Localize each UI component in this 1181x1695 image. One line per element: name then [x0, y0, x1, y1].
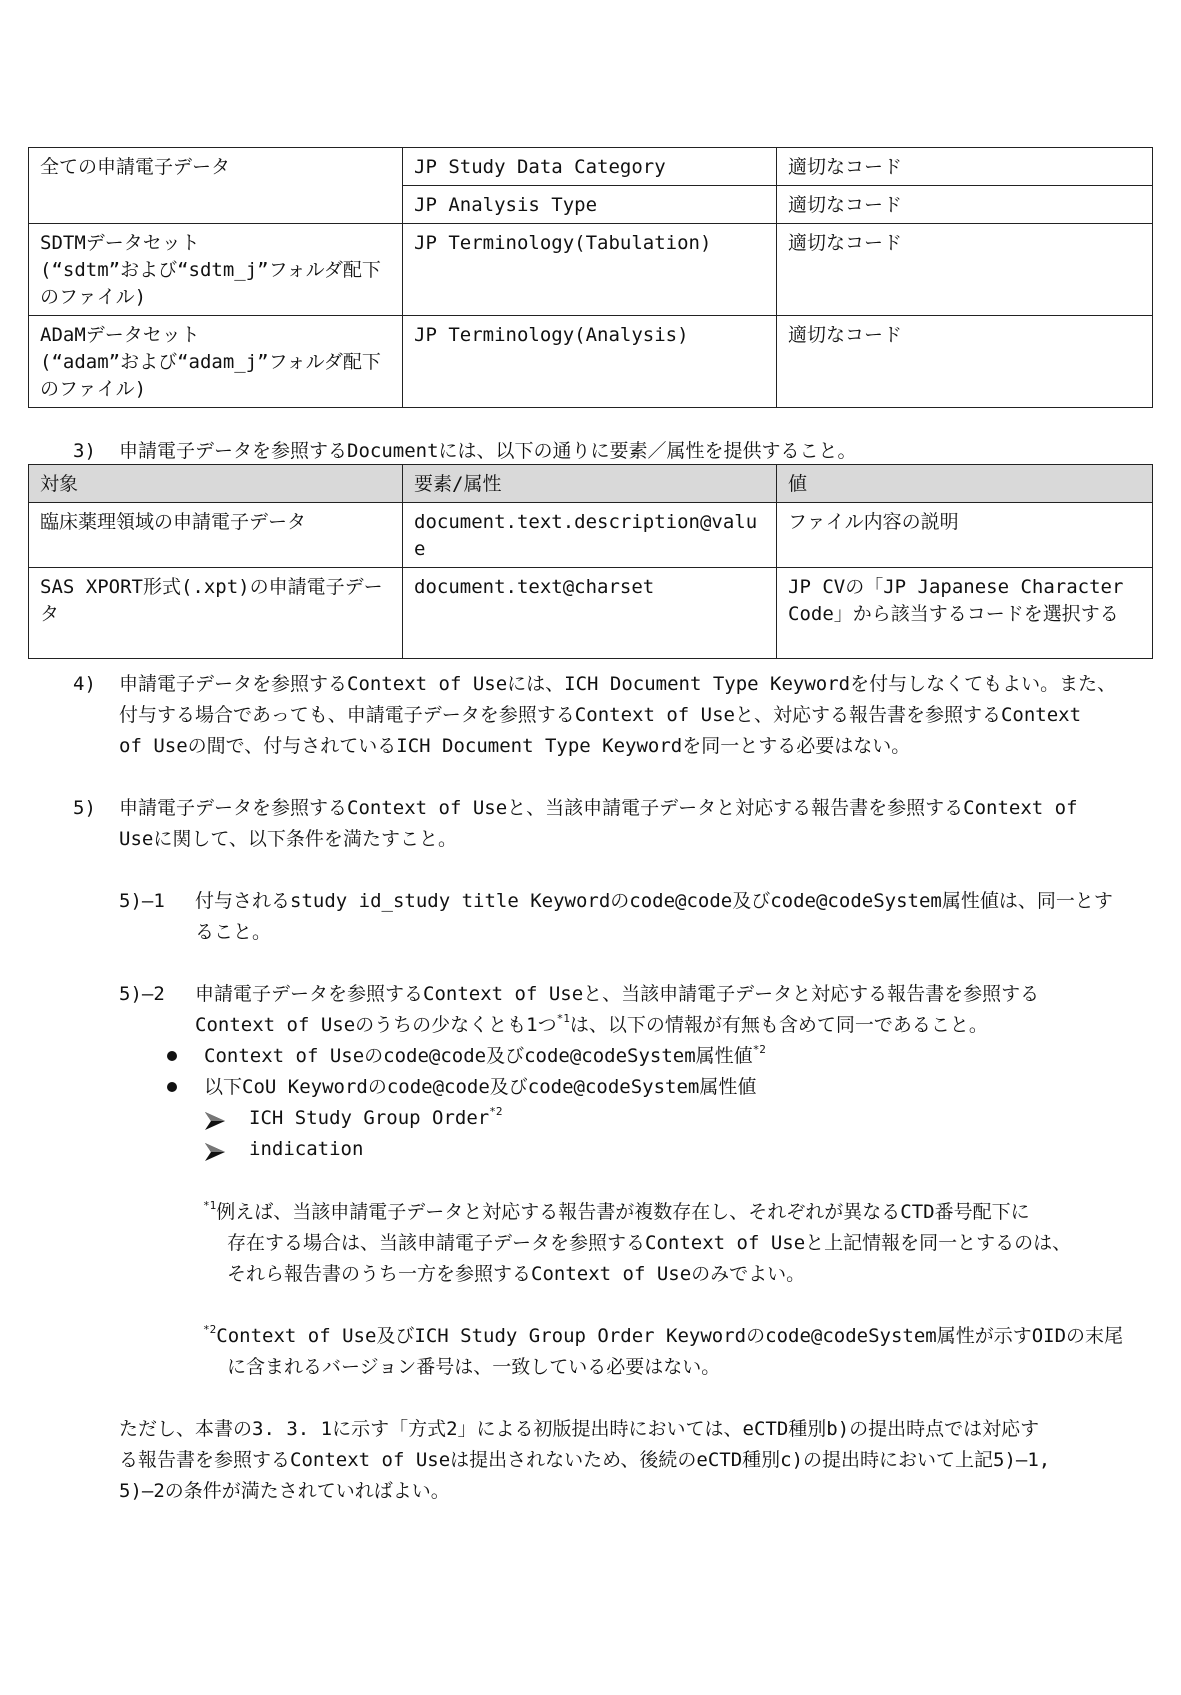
- table-cell-target: 全ての申請電子データ: [29, 148, 403, 224]
- arrow-item-2: indication: [249, 1138, 364, 1160]
- table-cell-value: 適切なコード: [777, 148, 1153, 186]
- terminology-table: [28, 147, 1153, 408]
- table-row: [29, 568, 1153, 659]
- table-cell-value: 適切なコード: [777, 186, 1153, 224]
- bullet-icon: [167, 1082, 177, 1092]
- bullet-item-1: Context of Useのcode@code及びcode@codeSystem属性値$^{*2}$: [204, 1043, 766, 1067]
- table-header-value: 値: [777, 465, 1153, 503]
- note-1-mark: *1: [203, 1199, 217, 1212]
- note-2-line-2: に含まれるバージョン番号は、一致している必要はない。: [227, 1356, 721, 1378]
- table-cell-element: JP Terminology(Analysis): [403, 316, 777, 408]
- note-1-line-3: それら報告書のうち一方を参照するContext of Useのみでよい。: [227, 1263, 806, 1285]
- note-2-line-1: $^{*2}$Context of Use及びICH Study Group Order Keywordのcode@codeSystem属性が示すOIDの末尾: [203, 1323, 1124, 1347]
- bullet-icon: [167, 1051, 177, 1061]
- table-cell-element: JP Terminology(Tabulation): [403, 224, 777, 316]
- table-cell-element: JP Analysis Type: [403, 186, 777, 224]
- closing-line-3: 5)―2の条件が満たされていればよい。: [119, 1480, 450, 1502]
- item-4-line-3: of Useの間で、付与されているICH Document Type Keywordを同一とする必要はない。: [119, 735, 911, 757]
- table-cell-value: 適切なコード: [777, 316, 1153, 408]
- item-3-text: 申請電子データを参照するDocumentには、以下の通りに要素／属性を提供すること。: [119, 440, 857, 462]
- table-row: [29, 503, 1153, 568]
- item-5-1-line-1: 付与されるstudy id_study title Keywordのcode@code及びcode@codeSystem属性値は、同一とす: [195, 890, 1113, 912]
- item-5-line-1: 申請電子データを参照するContext of Useと、当該申請電子データと対応する報告書を参照するContext of: [119, 797, 1078, 819]
- arrow-item-1: ICH Study Group Order$^{*2}$: [249, 1105, 503, 1129]
- table-cell-target: SDTMデータセット (“sdtm”および“sdtm_j”フォルダ配下のファイル): [29, 224, 403, 316]
- footnote-ref-1: *1: [556, 1012, 570, 1025]
- table-row: [29, 224, 1153, 316]
- table-row: [29, 148, 1153, 186]
- item-5-2-line-1: 申請電子データを参照するContext of Useと、当該申請電子データと対応する報告書を参照する: [195, 983, 1040, 1005]
- document-attribute-table: [28, 464, 1153, 659]
- item-4-line-1: 申請電子データを参照するContext of Useには、ICH Document Type Keywordを付与しなくてもよい。また、: [119, 673, 1117, 695]
- item-5-number: 5): [73, 797, 96, 819]
- table-header-element: 要素/属性: [403, 465, 777, 503]
- table-cell-target: 臨床薬理領域の申請電子データ: [29, 503, 403, 568]
- table-cell-element: document.text@charset: [403, 568, 777, 659]
- table-row: [29, 316, 1153, 408]
- item-5-line-2: Useに関して、以下条件を満たすこと。: [119, 828, 457, 850]
- table-cell-value: 適切なコード: [777, 224, 1153, 316]
- closing-line-1: ただし、本書の3. 3. 1に示す「方式2」による初版提出時においては、eCTD種別b)の提出時点では対応す: [119, 1418, 1040, 1440]
- item-5-1-line-2: ること。: [195, 921, 272, 943]
- footnote-ref-2: *2: [489, 1105, 503, 1118]
- note-1-line-1: $^{*1}$例えば、当該申請電子データと対応する報告書が複数存在し、それぞれが異なるCTD番号配下に: [203, 1199, 1030, 1223]
- table-cell-value: ファイル内容の説明: [777, 503, 1153, 568]
- table-cell-target: SAS XPORT形式(.xpt)の申請電子データ: [29, 568, 403, 659]
- table-header-target: 対象: [29, 465, 403, 503]
- table-cell-value: JP CVの「JP Japanese Character Code」から該当するコードを選択する: [777, 568, 1153, 659]
- item-4-number: 4): [73, 673, 96, 695]
- item-5-2-line-2: Context of Useのうちの少なくとも1つ$^{*1}$は、以下の情報が有無も含めて同一であること。: [195, 1012, 988, 1036]
- footnote-ref-2: *2: [752, 1043, 766, 1056]
- table-cell-target: ADaMデータセット (“adam”および“adam_j”フォルダ配下のファイル): [29, 316, 403, 408]
- bullet-item-2: 以下CoU Keywordのcode@code及びcode@codeSystem属性値: [204, 1076, 757, 1098]
- item-4-line-2: 付与する場合であっても、申請電子データを参照するContext of Useと、対応する報告書を参照するContext: [119, 704, 1082, 726]
- table-cell-element: document.text.description@value: [403, 503, 777, 568]
- table-header-row: [29, 465, 1153, 503]
- item-5-2-number: 5)―2: [119, 983, 165, 1005]
- note-1-line-2: 存在する場合は、当該申請電子データを参照するContext of Useと上記情報を同一とするのは、: [227, 1232, 1072, 1254]
- closing-line-2: る報告書を参照するContext of Useは提出されないため、後続のeCTD種別c)の提出時において上記5)―1,: [119, 1449, 1051, 1471]
- item-3-number: 3): [73, 440, 96, 462]
- note-2-mark: *2: [203, 1323, 217, 1336]
- table-cell-element: JP Study Data Category: [403, 148, 777, 186]
- item-5-1-number: 5)―1: [119, 890, 165, 912]
